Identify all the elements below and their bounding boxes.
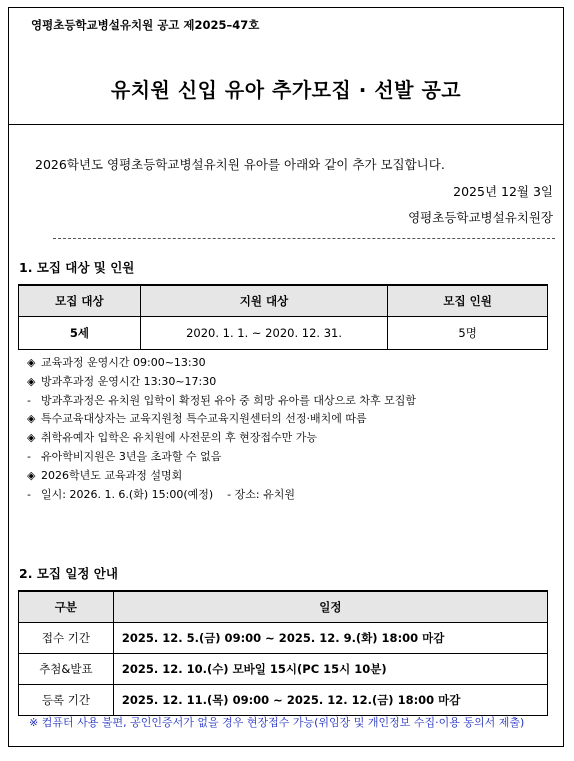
list-item: ◈ 취학유예자 입학은 유치원에 사전문의 후 현장접수만 가능 — [27, 429, 416, 448]
notes-list — [27, 354, 416, 504]
diamond-bullet-icon: ◈ — [27, 468, 36, 482]
cell-count: 5명 — [388, 317, 548, 350]
section2-title: 2. 모집 일정 안내 — [19, 566, 118, 581]
diamond-bullet-icon: ◈ — [27, 412, 36, 426]
table-row — [19, 685, 548, 716]
cell-label: 접수 기간 — [19, 623, 114, 654]
table-row — [19, 623, 548, 654]
dash-bullet: - — [27, 449, 31, 463]
cell-schedule: 2025. 12. 11.(목) 09:00 ~ 2025. 12. 12.(금) 18:00 마감 — [113, 685, 547, 716]
list-item: - 방과후과정은 유치원 입학이 확정된 유아 중 희망 유아를 대상으로 차후 모집함 — [27, 392, 416, 411]
recruitment-table — [18, 284, 548, 350]
table-header-row — [19, 591, 548, 623]
cell-label: 등록 기간 — [19, 685, 114, 716]
header-target: 모집 대상 — [19, 285, 141, 317]
dash-bullet: - — [27, 393, 31, 407]
list-item: ◈ 특수교육대상자는 교육지원청 특수교육지원센터의 선정·배치에 따름 — [27, 410, 416, 429]
cell-birth-range: 2020. 1. 1. ~ 2020. 12. 31. — [140, 317, 388, 350]
footnote: ※ 컴퓨터 사용 불편, 공인인증서가 없을 경우 현장접수 가능(위임장 및 개인정보 수집·이용 동의서 제출) — [29, 716, 525, 729]
table-row — [19, 654, 548, 685]
header-eligibility: 지원 대상 — [140, 285, 388, 317]
cell-label: 추첨&발표 — [19, 654, 114, 685]
table-header-row — [19, 285, 548, 317]
list-item: - 유아학비지원은 3년을 초과할 수 없음 — [27, 448, 416, 467]
signer: 영평초등학교병설유치원장 — [408, 210, 553, 225]
list-item: ◈ 교육과정 운영시간 09:00~13:30 — [27, 354, 416, 373]
table-row — [19, 317, 548, 350]
list-item: - 일시: 2026. 1. 6.(화) 15:00(예정) - 장소: 유치원 — [27, 486, 416, 505]
header-category: 구분 — [19, 591, 114, 623]
diamond-bullet-icon: ◈ — [27, 374, 36, 388]
dash-bullet: - — [27, 487, 31, 501]
notice-number: 영평초등학교병설유치원 공고 제2025–47호 — [31, 18, 260, 32]
diamond-bullet-icon: ◈ — [27, 356, 36, 369]
cell-schedule: 2025. 12. 10.(수) 모바일 15시(PC 15시 10분) — [113, 654, 547, 685]
dashed-divider — [53, 238, 555, 239]
header-quota: 모집 인원 — [388, 285, 548, 317]
intro-text: 2026학년도 영평초등학교병설유치원 유아를 아래와 같이 추가 모집합니다. — [35, 157, 445, 172]
section1-title: 1. 모집 대상 및 인원 — [19, 260, 135, 275]
title-divider — [9, 124, 563, 125]
cell-schedule: 2025. 12. 5.(금) 09:00 ~ 2025. 12. 9.(화) 18:00 마감 — [113, 623, 547, 654]
header-schedule: 일정 — [113, 591, 547, 623]
list-item: ◈ 방과후과정 운영시간 13:30~17:30 — [27, 373, 416, 392]
list-item: ◈ 2026학년도 교육과정 설명회 — [27, 467, 416, 486]
cell-age: 5세 — [19, 317, 141, 350]
notice-date: 2025년 12월 3일 — [453, 184, 553, 199]
notice-document — [8, 7, 564, 747]
diamond-bullet-icon: ◈ — [27, 431, 36, 445]
schedule-table — [18, 590, 548, 716]
page-title: 유치원 신입 유아 추가모집 · 선발 공고 — [110, 78, 462, 102]
